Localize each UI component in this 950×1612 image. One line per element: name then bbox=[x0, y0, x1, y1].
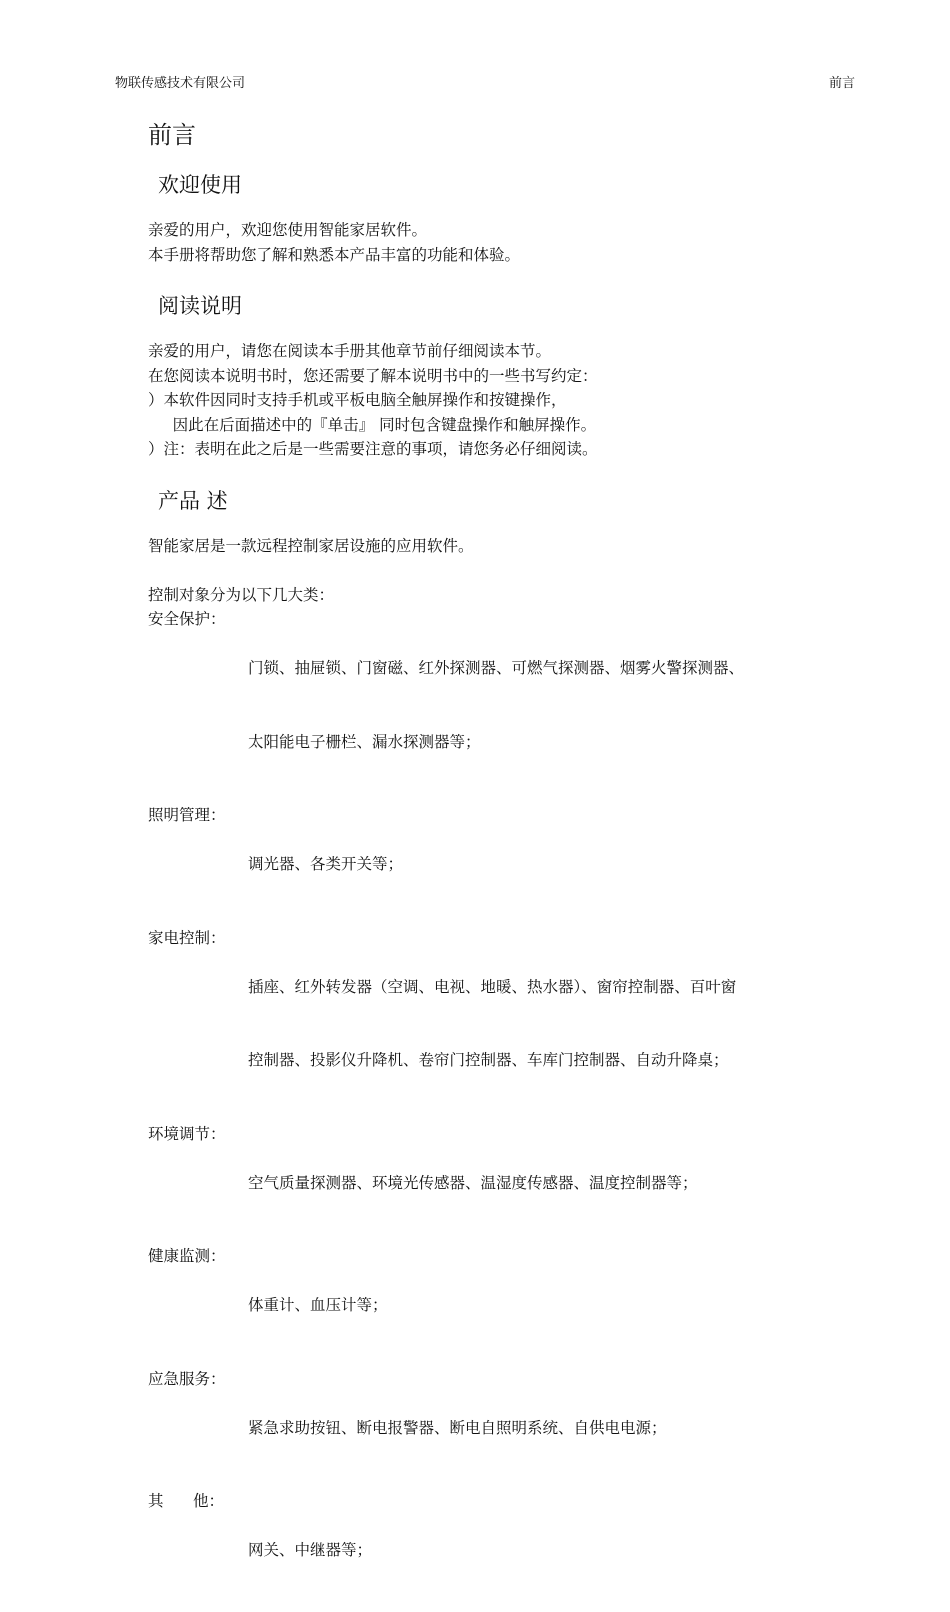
page-header bbox=[115, 72, 855, 92]
reading-line: 亲爱的用户，请您在阅读本手册其他章节前仔细阅读本节。 bbox=[148, 342, 552, 360]
category-row bbox=[148, 803, 868, 926]
reading-heading: 阅读说明 bbox=[158, 294, 242, 318]
reading-line: 在您阅读本说明书时，您还需要了解本说明书中的一些书写约定： bbox=[148, 366, 598, 385]
page-title: 前言 bbox=[148, 121, 196, 149]
category-items: 紧急求助按钮、断电报警器、断电自照明系统、自供电电源； bbox=[248, 1418, 667, 1437]
category-label: 其 他： bbox=[148, 1492, 225, 1510]
welcome-line: 亲爱的用户，欢迎您使用智能家居软件。 bbox=[148, 221, 428, 239]
category-row bbox=[148, 1122, 868, 1245]
category-items: 控制器、投影仪升降机、卷帘门控制器、车库门控制器、自动升降桌； bbox=[248, 1051, 729, 1069]
welcome-heading: 欢迎使用 bbox=[158, 173, 242, 197]
category-row bbox=[148, 1489, 868, 1612]
welcome-line: 本手册将帮助您了解和熟悉本产品丰富的功能和体验。 bbox=[148, 245, 521, 264]
reading-line: 因此在后面描述中的『单击』 同时包含键盘操作和触屏操作。 bbox=[148, 415, 597, 434]
category-row bbox=[148, 1367, 868, 1490]
company-name: 物联传感技术有限公司 bbox=[115, 76, 246, 91]
category-items: 插座、红外转发器（空调、电视、地暖、热水器）、窗帘控制器、百叶窗 bbox=[248, 977, 737, 996]
category-items: 调光器、各类开关等； bbox=[248, 855, 404, 873]
category-label: 安全保护： bbox=[148, 610, 226, 628]
category-label: 健康监测： bbox=[148, 1247, 226, 1265]
category-row bbox=[148, 1244, 868, 1367]
category-items: 太阳能电子栅栏、漏水探测器等； bbox=[248, 732, 481, 751]
category-items: 体重计、血压计等； bbox=[248, 1296, 388, 1314]
reading-line: ）注：表明在此之后是一些需要注意的事项，请您务必仔细阅读。 bbox=[148, 440, 598, 458]
category-label: 应急服务： bbox=[148, 1369, 226, 1388]
category-items: 空气质量探测器、环境光传感器、温湿度传感器、温度控制器等； bbox=[248, 1173, 698, 1192]
category-items: 门锁、抽屉锁、门窗磁、红外探测器、可燃气探测器、烟雾火警探测器、 bbox=[248, 659, 745, 677]
header-section-name: 前言 bbox=[828, 76, 855, 91]
category-row bbox=[148, 607, 868, 803]
document-body bbox=[148, 118, 868, 1612]
categories-intro: 控制对象分为以下几大类： bbox=[148, 585, 335, 604]
category-label: 照明管理： bbox=[148, 806, 226, 824]
category-label: 家电控制： bbox=[148, 928, 226, 947]
category-row bbox=[148, 926, 868, 1122]
reading-line: ）本软件因同时支持手机或平板电脑全触屏操作和按键操作， bbox=[148, 391, 567, 409]
category-label: 环境调节： bbox=[148, 1124, 226, 1143]
overview-intro: 智能家居是一款远程控制家居设施的应用软件。 bbox=[148, 536, 474, 555]
overview-heading: 产品 述 bbox=[158, 488, 228, 513]
category-items: 网关、中继器等； bbox=[248, 1541, 373, 1559]
